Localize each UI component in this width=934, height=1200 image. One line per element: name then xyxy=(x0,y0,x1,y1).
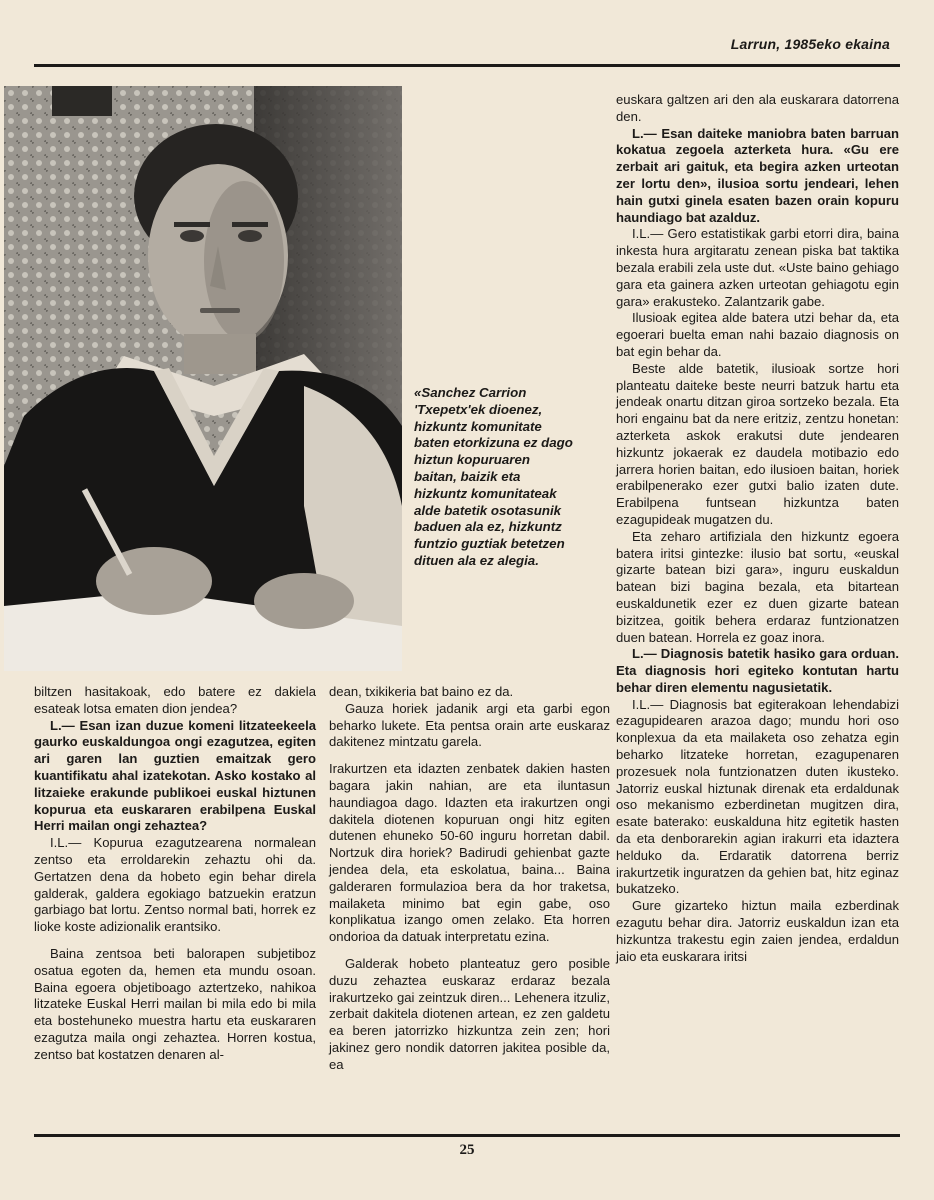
paragraph: Gure gizarteko hiztun maila ezberdinak ezagutu behar dira. Jatorriz euskaldun izan eta hizkuntza trakestu egin zaien jendea, erdaldun jaio eta euskarara iritsi xyxy=(616,898,899,964)
paragraph: I.L.— Kopurua ezagutzearena normalean zentso eta erroldarekin zehaztu ohi da. Gertatzen dena da hobeto egin behar direla galderak, galdera egokiago batzuekin eratzun garbiago bat lortu. Zentso normal bati, horrek ez lioke koste adizionalik erantsiko. xyxy=(34,835,316,935)
paragraph: dean, txikikeria bat baino ez da. xyxy=(329,684,514,699)
pull-quote-line: baitan, baizik eta xyxy=(414,468,521,484)
paragraph: Irakurtzen eta idazten zenbatek dakien hasten bagara jakin nahian, are eta iluntasun haundiagoa dago. Idazten eta irakurtzen ongi dakitela diotenen kopuruan ongi hitz egiten dutenen ehuneko 50-60 inguru horretan dabil. Nortzuk dira horiek? Badirudi gehienbat gazte jendea dela, eta eskolatua, baina... Baina galderaren formulazioa bera da hor traketsa, mailaketa minimo bat egin gabe, oso konplikatua izango omen zelako. Eta horren ondorioa da datuak interpretatu ezina. xyxy=(329,761,610,945)
interviewer-question: L.— Esan izan duzue komeni litzateekeela gaurko euskaldungoa ongi ezagutzea, egiten ari garen lan guztien emaitzak gero kuantifikatu ahal izatekotan. Asko kostako al litzaieke erakunde publikoei euskal hiztunen kopurua eta euskararen erabilpena Euskal Herri mailan ongi zehaztea? xyxy=(34,717,316,834)
pull-quote-line: baten etorkizuna ez dago xyxy=(414,435,573,451)
pull-quote-line: alde batetik osotasunik xyxy=(414,502,562,518)
interviewer-question: L.— Esan daiteke maniobra baten barruan kokatua zegoela azterketa hura. «Gu ere zerbait ari gaituk, eta begira azken urteotan zer lortu den», ilusioa sortu jendeari, lehen hain gutxi ginela esaten bazen orain kopuru haundiago bat azalduz. xyxy=(616,125,899,225)
paragraph: I.L.— Gero estatistikak garbi etorri dira, baina inkesta hura argitaratu zenean piska bat taktika bezala erabili zela uste dut. «Uste baino gehiago gara eta gainera azken urteotan gehiagotu egin gara» erakusteko. Zalantzarik gabe. xyxy=(616,226,899,309)
pull-quote-line: «Sanchez Carrion xyxy=(414,385,527,400)
paragraph: I.L.— Diagnosis bat egiterakoan lehendabizi ezagupidearen arazoa dago; mundu hori oso konplexua da eta mailaketa oso zehatza egin beharko litzateke horretan, ezagupenaren prozesuek nola funtzionatzen duten ikusteko. Jatorriz euskal hiztunak direnak eta erdaldunak oso mekanismo ezberdinetan mugitzen dira, esate baterako: euskalduna hitz egitetik hasten da eta denborarekin agian irakurri eta idaztera helduko da. Erdaratik datorrena berriz irakurtzetik inguratzen da gehien bat, hitz eginaz bukatzeko. xyxy=(616,696,899,897)
text-column-left xyxy=(34,684,316,1064)
pull-quote-line: hizkuntz komunitateak xyxy=(414,485,557,501)
paragraph: Ilusioak egitea alde batera utzi behar da, eta egoerari buelta eman nahi bazaio diagnosis on bat egin behar da. xyxy=(616,310,899,359)
paragraph: Baina zentsoa beti balorapen subjetiboz osatua egoten da, hemen eta mundu osoan. Baina egoera objetiboago aztertzeko, nahikoa litzateke Euskal Herri mailan bi mila edo bi mila eta bostehuneko muestra hartu eta euskararen ezagutza maila ongi zehaztea. Horren kostua, zentso bat kostatzen denaren al- xyxy=(34,945,316,1062)
interviewer-question: L.— Diagnosis batetik hasiko gara orduan. Eta diagnosis hori egiteko kontutan hartu behar diren elementu nagusietatik. xyxy=(616,646,899,695)
pull-quote-line: dituen ala ez alegia. xyxy=(414,552,539,568)
paragraph: euskara galtzen ari den ala euskarara datorrena den. xyxy=(616,92,899,124)
text-column-right xyxy=(616,92,899,965)
portrait-illustration xyxy=(4,86,402,671)
pull-quote xyxy=(414,385,604,570)
paragraph: Beste alde batetik, ilusioak sortze hori planteatu daiteke beste neurri batzuk hartu eta jendeak onartu ditzan giroa sortzeko bezala. Eta hori engainu bat da nere eritziz, zentzu honetan: azterketa askok erakutsi dute jendearen hizkuntz jokaerak ez daudela motibazio edo jarrera horien baitan, edo ilusioen baitan, horiek erabilpenerako ezer gutxi balio izaten dute. Erabilpena funtsean hizkuntza baten ezagupideak mugatzen du. xyxy=(616,360,899,527)
pull-quote-line: hizkuntz komunitate xyxy=(414,418,542,434)
paragraph: Eta zeharo artifiziala den hizkuntz egoera batera iritsi gintezke: ilusio bat sortu, «euskal gizarte batean bizi gara», inguru euskaldun batean bizi bagina bezala, eta bitartean euskaldunetik ezer ez duen gizarte batean bizitzea, goitik behera erdaraz funtzionatzen duen batean. Horrela ez goaz inora. xyxy=(616,528,899,645)
running-header: Larrun, 1985eko ekaina xyxy=(730,36,890,52)
bottom-rule xyxy=(34,1134,900,1137)
pull-quote-line: baduen ala ez, hizkuntz xyxy=(414,519,562,535)
text-column-middle xyxy=(329,684,610,1074)
portrait-photo xyxy=(4,86,402,671)
page-number: 25 xyxy=(459,1142,475,1158)
pull-quote-line: funtzio guztiak betetzen xyxy=(414,536,565,552)
pull-quote-line: 'Txepetx'ek dioenez, xyxy=(414,401,543,417)
paragraph: Gauza horiek jadanik argi eta garbi egon beharko lukete. Eta pentsa orain arte euskaraz dakitenez mintzatu garela. xyxy=(329,700,610,750)
top-rule xyxy=(34,64,900,67)
paragraph: Galderak hobeto planteatuz gero posible duzu zehaztea euskaraz erdaraz bezala irakurtzeko gai zeintzuk diren... Lehenera itzuliz, zerbait dakitela diotenen artean, ez zen galdetu ea beren jatorrizko hizkuntza zein zen; hori jakinez gero nondik datorren jakitea posible da, ea xyxy=(329,955,610,1072)
pull-quote-line: hiztun kopuruaren xyxy=(414,452,530,468)
paragraph: biltzen hasitakoak, edo batere ez dakiela esateak lotsa ematen dion jendea? xyxy=(34,684,316,716)
